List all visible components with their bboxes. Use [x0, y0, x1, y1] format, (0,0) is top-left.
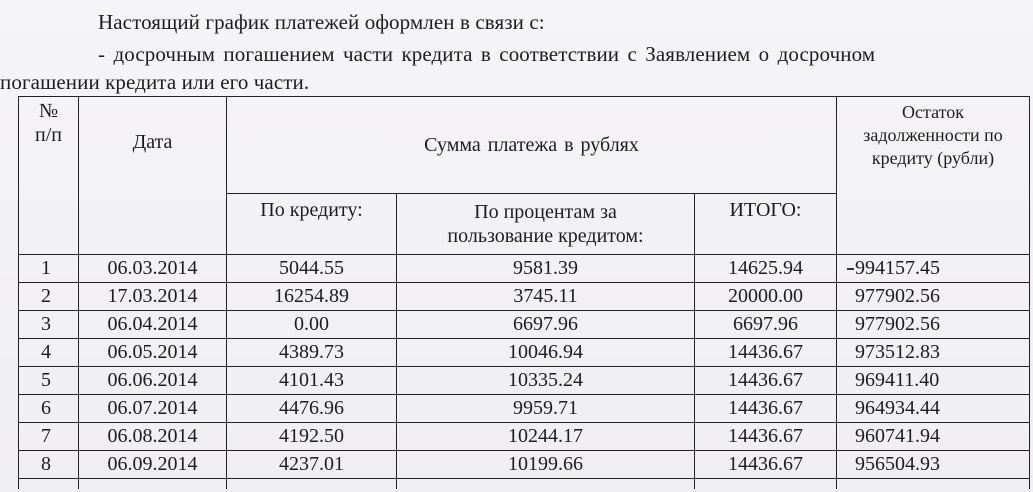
row-number: 1	[19, 255, 79, 283]
row-date: 06.09.2014	[79, 451, 227, 479]
row-total: 14436.67	[695, 423, 837, 451]
table-row	[19, 255, 1030, 283]
header-payment-sum: Сумма платежа в рублях	[227, 97, 837, 194]
row-principal: 16254.89	[227, 283, 397, 311]
cut-cell	[695, 479, 837, 490]
header-balance	[837, 97, 1030, 255]
row-principal: 4237.01	[227, 451, 397, 479]
cut-cell	[227, 479, 397, 490]
intro-line-2: - досрочным погашением части кредита в соответствии с Заявлением о досрочном	[98, 42, 876, 66]
row-principal: 0.00	[227, 311, 397, 339]
table-row	[19, 311, 1030, 339]
row-balance: 960741.94	[837, 423, 1030, 451]
table-row	[19, 451, 1030, 479]
row-number: 3	[19, 311, 79, 339]
row-interest: 3745.11	[397, 283, 695, 311]
row-balance: 994157.45	[855, 257, 940, 279]
row-number: 2	[19, 283, 79, 311]
cut-cell	[19, 479, 79, 490]
row-date: 06.08.2014	[79, 423, 227, 451]
cut-cell	[79, 479, 227, 490]
row-principal: 4389.73	[227, 339, 397, 367]
row-balance: 977902.56	[837, 283, 1030, 311]
row-principal: 4476.96	[227, 395, 397, 423]
row-date: 06.06.2014	[79, 367, 227, 395]
header-interest-label: По процентам за пользование кредитом:	[447, 201, 644, 247]
header-principal: По кредиту:	[227, 194, 397, 255]
row-balance: 956504.93	[837, 451, 1030, 479]
row-number: 8	[19, 451, 79, 479]
row-total: 14436.67	[695, 395, 837, 423]
header-total: ИТОГО:	[695, 194, 837, 255]
row-total: 6697.96	[695, 311, 837, 339]
row-date: 17.03.2014	[79, 283, 227, 311]
intro-line-3: погашении кредита или его части.	[0, 70, 310, 94]
row-principal: 4192.50	[227, 423, 397, 451]
row-number: 7	[19, 423, 79, 451]
row-date: 06.04.2014	[79, 311, 227, 339]
row-date: 06.03.2014	[79, 255, 227, 283]
row-balance-cell	[837, 255, 1030, 283]
row-total: 14436.67	[695, 367, 837, 395]
header-date: Дата	[79, 97, 227, 255]
row-number: 6	[19, 395, 79, 423]
row-date: 06.05.2014	[79, 339, 227, 367]
row-interest: 10199.66	[397, 451, 695, 479]
table-row	[19, 367, 1030, 395]
row-balance: 969411.40	[837, 367, 1030, 395]
row-interest: 9581.39	[397, 255, 695, 283]
row-balance: 977902.56	[837, 311, 1030, 339]
table-row	[19, 423, 1030, 451]
cut-cell	[397, 479, 695, 490]
payment-schedule-table	[18, 96, 1030, 489]
row-interest: 10335.24	[397, 367, 695, 395]
row-total: 20000.00	[695, 283, 837, 311]
row-interest: 6697.96	[397, 311, 695, 339]
row-interest: 10244.17	[397, 423, 695, 451]
header-balance-label: Остаток задолженности по кредиту (рубли)	[863, 102, 1003, 168]
row-total: 14625.94	[695, 255, 837, 283]
row-balance: 964934.44	[837, 395, 1030, 423]
pen-mark	[847, 268, 854, 270]
row-total: 14436.67	[695, 451, 837, 479]
row-date: 06.07.2014	[79, 395, 227, 423]
row-number: 4	[19, 339, 79, 367]
table-row	[19, 395, 1030, 423]
table-row-cut-off	[19, 479, 1030, 490]
intro-line-1: Настоящий график платежей оформлен в связи с:	[98, 10, 545, 34]
table-row	[19, 283, 1030, 311]
row-number: 5	[19, 367, 79, 395]
table-row	[19, 339, 1030, 367]
row-interest: 9959.71	[397, 395, 695, 423]
row-total: 14436.67	[695, 339, 837, 367]
header-interest	[397, 194, 695, 255]
header-number	[19, 97, 79, 255]
row-balance: 973512.83	[837, 339, 1030, 367]
row-principal: 4101.43	[227, 367, 397, 395]
cut-cell	[837, 479, 1030, 490]
row-principal: 5044.55	[227, 255, 397, 283]
header-number-label: № п/п	[35, 100, 62, 146]
row-interest: 10046.94	[397, 339, 695, 367]
